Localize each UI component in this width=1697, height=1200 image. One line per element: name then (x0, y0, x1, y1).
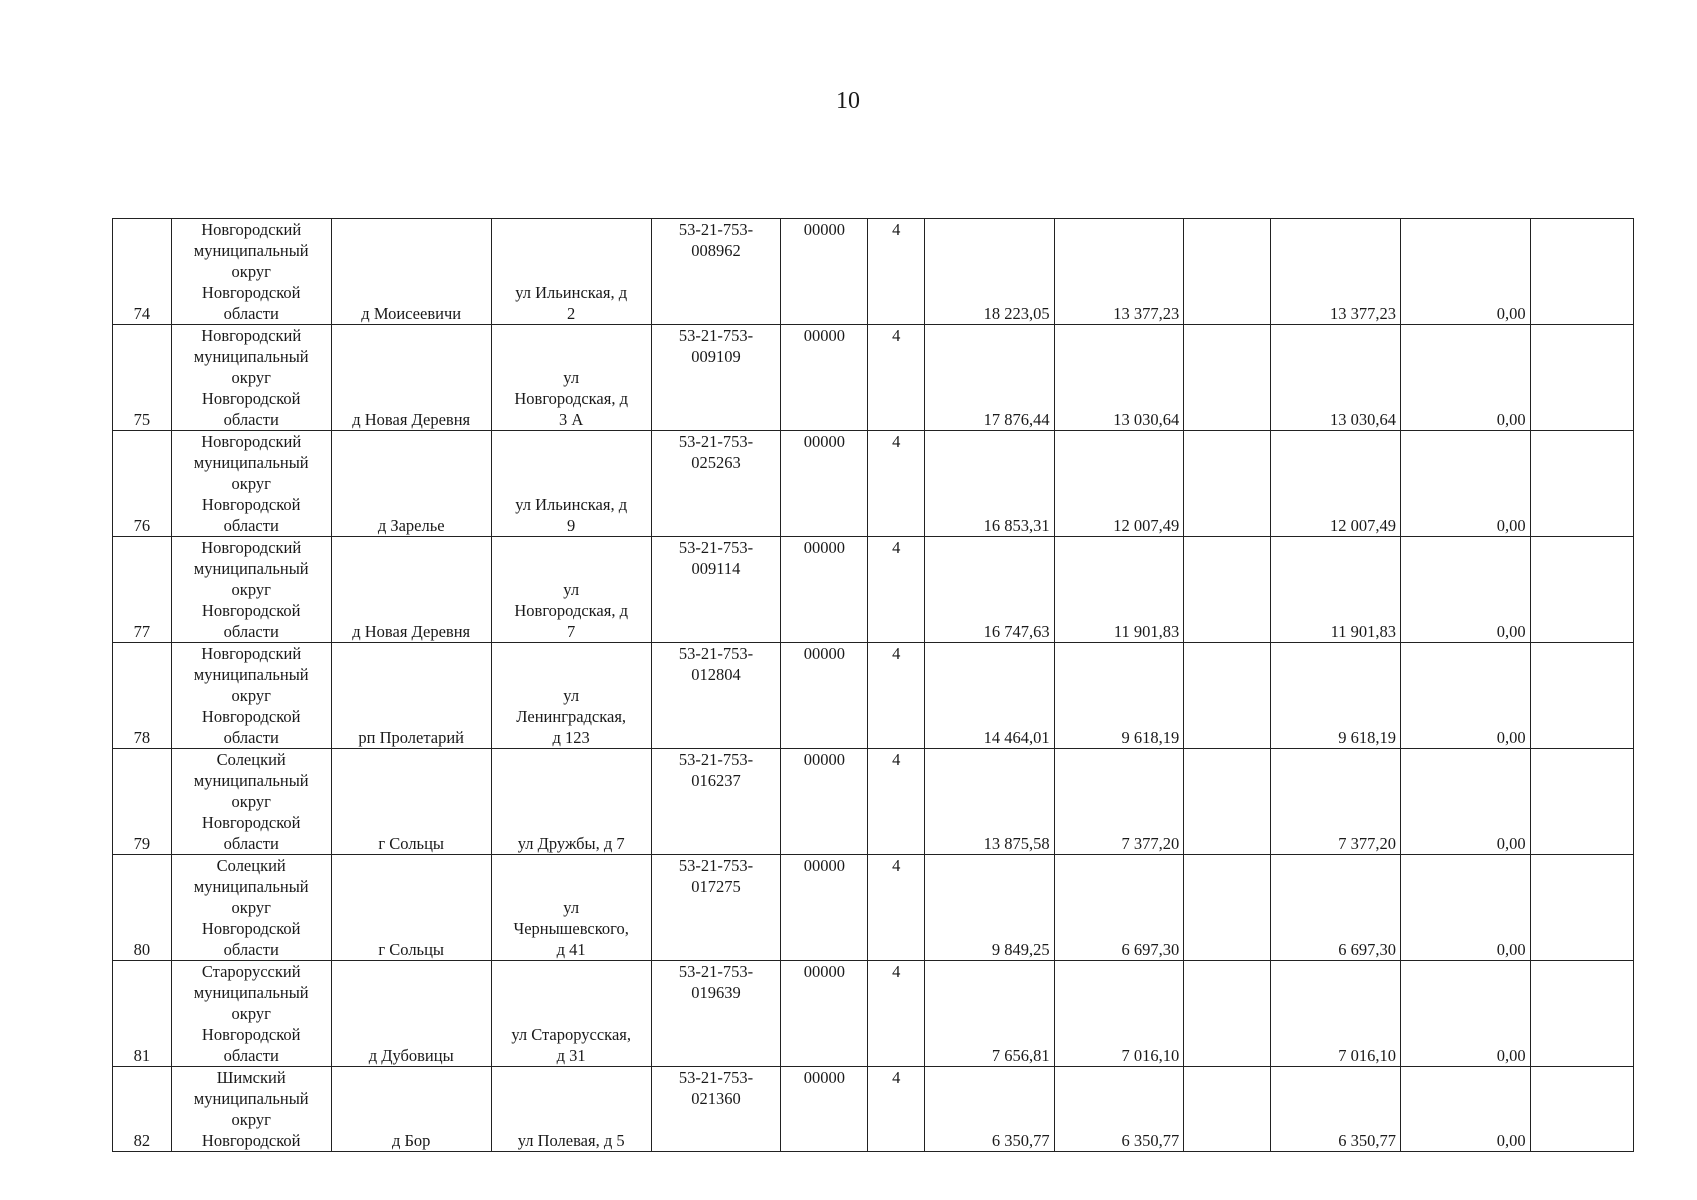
amount-4: 0,00 (1496, 1046, 1526, 1065)
row-number-cell (113, 749, 172, 855)
total-amount: 18 223,05 (983, 304, 1050, 323)
amount1-cell (1054, 537, 1184, 643)
code2-cell (781, 855, 868, 961)
table-row (113, 219, 1634, 325)
code-cell (651, 1067, 781, 1152)
extra-cell (1530, 431, 1633, 537)
street-address: ул Ленинградская, д 123 (516, 686, 627, 747)
object-code: 53-21-753- 017275 (678, 856, 754, 896)
street-address: ул Полевая, д 5 (517, 1131, 625, 1150)
amount1-cell (1054, 855, 1184, 961)
amount4-cell (1400, 643, 1530, 749)
amount-4: 0,00 (1496, 516, 1526, 535)
amount3-cell (1271, 431, 1401, 537)
settlement-name: рп Пролетарий (358, 728, 464, 747)
street-address: ул Новгородская, д 7 (514, 580, 628, 641)
object-code: 53-21-753- 019639 (678, 962, 754, 1002)
amount3-cell (1271, 537, 1401, 643)
secondary-code: 00000 (803, 750, 845, 769)
district-name: Солецкий муниципальный округ Новгородской области (193, 750, 309, 853)
street-address: ул Дружбы, д 7 (517, 834, 625, 853)
class-value: 4 (892, 644, 901, 663)
object-code: 53-21-753- 012804 (678, 644, 754, 684)
street-cell (491, 643, 651, 749)
district-cell (171, 431, 331, 537)
amount1-cell (1054, 749, 1184, 855)
amount2-cell (1184, 749, 1271, 855)
amount-1: 6 350,77 (1121, 1131, 1180, 1150)
class-cell (868, 1067, 925, 1152)
amount-1: 12 007,49 (1113, 516, 1180, 535)
settlement-cell (331, 219, 491, 325)
settlement-name: г Сольцы (378, 940, 444, 959)
row-number: 81 (133, 1046, 151, 1065)
code-cell (651, 325, 781, 431)
settlement-cell (331, 961, 491, 1067)
amount-4: 0,00 (1496, 410, 1526, 429)
amount2-cell (1184, 325, 1271, 431)
street-cell (491, 1067, 651, 1152)
amount2-cell (1184, 219, 1271, 325)
object-code: 53-21-753- 009109 (678, 326, 754, 366)
amount-4: 0,00 (1496, 1131, 1526, 1150)
row-number: 82 (133, 1131, 151, 1150)
amount4-cell (1400, 325, 1530, 431)
amount-4: 0,00 (1496, 834, 1526, 853)
amount-3: 12 007,49 (1329, 516, 1396, 535)
amount-1: 7 016,10 (1121, 1046, 1180, 1065)
row-number: 75 (133, 410, 151, 429)
row-number-cell (113, 855, 172, 961)
amount2-cell (1184, 1067, 1271, 1152)
district-cell (171, 855, 331, 961)
code2-cell (781, 961, 868, 1067)
total-amount: 9 849,25 (991, 940, 1050, 959)
amount-1: 13 030,64 (1113, 410, 1180, 429)
settlement-name: д Бор (391, 1131, 431, 1150)
code2-cell (781, 537, 868, 643)
code2-cell (781, 643, 868, 749)
row-number: 77 (133, 622, 151, 641)
amount3-cell (1271, 1067, 1401, 1152)
street-cell (491, 855, 651, 961)
amount-4: 0,00 (1496, 622, 1526, 641)
row-number-cell (113, 537, 172, 643)
total-amount: 16 853,31 (983, 516, 1050, 535)
amount4-cell (1400, 431, 1530, 537)
amount4-cell (1400, 219, 1530, 325)
amount1-cell (1054, 219, 1184, 325)
total-cell (925, 961, 1055, 1067)
total-cell (925, 643, 1055, 749)
settlement-name: д Моисеевичи (361, 304, 462, 323)
settlement-name: д Зарелье (377, 516, 445, 535)
amount2-cell (1184, 855, 1271, 961)
street-cell (491, 325, 651, 431)
street-cell (491, 749, 651, 855)
district-name: Новгородский муниципальный округ Новгородской области (193, 538, 309, 641)
total-cell (925, 325, 1055, 431)
object-code: 53-21-753- 016237 (678, 750, 754, 790)
settlement-cell (331, 1067, 491, 1152)
district-name: Новгородский муниципальный округ Новгородской области (193, 644, 309, 747)
amount3-cell (1271, 325, 1401, 431)
settlement-cell (331, 855, 491, 961)
amount1-cell (1054, 1067, 1184, 1152)
class-value: 4 (892, 1068, 901, 1087)
secondary-code: 00000 (803, 962, 845, 981)
class-value: 4 (892, 962, 901, 981)
amount-3: 7 377,20 (1338, 834, 1396, 853)
class-cell (868, 325, 925, 431)
amount3-cell (1271, 855, 1401, 961)
class-cell (868, 749, 925, 855)
amount-4: 0,00 (1496, 728, 1526, 747)
total-cell (925, 855, 1055, 961)
amount-1: 13 377,23 (1113, 304, 1180, 323)
table-row (113, 749, 1634, 855)
street-address: ул Ильинская, д 2 (515, 283, 628, 323)
row-number: 79 (133, 834, 151, 853)
amount-4: 0,00 (1496, 940, 1526, 959)
row-number: 78 (133, 728, 151, 747)
row-number-cell (113, 961, 172, 1067)
total-amount: 14 464,01 (983, 728, 1050, 747)
row-number: 74 (133, 304, 151, 323)
code-cell (651, 961, 781, 1067)
amount-1: 7 377,20 (1121, 834, 1180, 853)
class-value: 4 (892, 220, 901, 239)
district-name: Солецкий муниципальный округ Новгородской области (193, 856, 309, 959)
amount4-cell (1400, 1067, 1530, 1152)
extra-cell (1530, 643, 1633, 749)
district-name: Шимский муниципальный округ Новгородской (193, 1068, 309, 1150)
district-cell (171, 325, 331, 431)
object-code: 53-21-753- 021360 (678, 1068, 754, 1108)
amount1-cell (1054, 643, 1184, 749)
code-cell (651, 855, 781, 961)
table-row (113, 855, 1634, 961)
code-cell (651, 537, 781, 643)
amount-3: 13 030,64 (1329, 410, 1396, 429)
table-row (113, 325, 1634, 431)
settlement-cell (331, 643, 491, 749)
amount4-cell (1400, 749, 1530, 855)
table-row (113, 643, 1634, 749)
total-cell (925, 537, 1055, 643)
amount1-cell (1054, 961, 1184, 1067)
secondary-code: 00000 (803, 538, 845, 557)
code2-cell (781, 431, 868, 537)
total-cell (925, 219, 1055, 325)
class-cell (868, 855, 925, 961)
class-cell (868, 643, 925, 749)
district-name: Старорусский муниципальный округ Новгородской области (193, 962, 309, 1065)
amount-3: 6 350,77 (1338, 1131, 1396, 1150)
district-name: Новгородский муниципальный округ Новгородской области (193, 220, 309, 323)
amount4-cell (1400, 961, 1530, 1067)
amount2-cell (1184, 537, 1271, 643)
district-cell (171, 749, 331, 855)
settlement-name: г Сольцы (378, 834, 444, 853)
district-name: Новгородский муниципальный округ Новгородской области (193, 326, 309, 429)
district-cell (171, 219, 331, 325)
amount1-cell (1054, 325, 1184, 431)
amount-3: 13 377,23 (1329, 304, 1396, 323)
amount4-cell (1400, 855, 1530, 961)
table-row (113, 431, 1634, 537)
class-value: 4 (892, 432, 901, 451)
district-cell (171, 961, 331, 1067)
total-amount: 7 656,81 (991, 1046, 1050, 1065)
register-table (112, 218, 1634, 1152)
amount-1: 11 901,83 (1113, 622, 1180, 641)
district-name: Новгородский муниципальный округ Новгородской области (193, 432, 309, 535)
secondary-code: 00000 (803, 644, 845, 663)
settlement-name: д Новая Деревня (352, 622, 471, 641)
amount-4: 0,00 (1496, 304, 1526, 323)
amount3-cell (1271, 749, 1401, 855)
code-cell (651, 219, 781, 325)
amount-3: 6 697,30 (1338, 940, 1396, 959)
class-value: 4 (892, 538, 901, 557)
amount-3: 11 901,83 (1330, 622, 1396, 641)
amount4-cell (1400, 537, 1530, 643)
amount3-cell (1271, 643, 1401, 749)
total-amount: 6 350,77 (991, 1131, 1050, 1150)
class-cell (868, 219, 925, 325)
code2-cell (781, 219, 868, 325)
amount2-cell (1184, 961, 1271, 1067)
district-cell (171, 1067, 331, 1152)
street-cell (491, 219, 651, 325)
amount1-cell (1054, 431, 1184, 537)
settlement-name: д Новая Деревня (352, 410, 471, 429)
table-row (113, 537, 1634, 643)
amount2-cell (1184, 643, 1271, 749)
code2-cell (781, 1067, 868, 1152)
row-number: 76 (133, 516, 151, 535)
row-number-cell (113, 431, 172, 537)
table-row (113, 961, 1634, 1067)
code2-cell (781, 325, 868, 431)
row-number-cell (113, 643, 172, 749)
settlement-cell (331, 431, 491, 537)
class-value: 4 (892, 750, 901, 769)
street-cell (491, 431, 651, 537)
total-cell (925, 1067, 1055, 1152)
amount2-cell (1184, 431, 1271, 537)
extra-cell (1530, 537, 1633, 643)
street-cell (491, 961, 651, 1067)
extra-cell (1530, 855, 1633, 961)
secondary-code: 00000 (803, 1068, 845, 1087)
total-amount: 17 876,44 (983, 410, 1050, 429)
amount-1: 9 618,19 (1121, 728, 1180, 747)
amount-3: 7 016,10 (1338, 1046, 1396, 1065)
code2-cell (781, 749, 868, 855)
settlement-cell (331, 325, 491, 431)
total-amount: 16 747,63 (983, 622, 1050, 641)
total-cell (925, 431, 1055, 537)
extra-cell (1530, 961, 1633, 1067)
amount-3: 9 618,19 (1338, 728, 1396, 747)
amount3-cell (1271, 219, 1401, 325)
code-cell (651, 643, 781, 749)
class-value: 4 (892, 326, 901, 345)
district-cell (171, 643, 331, 749)
table-row (113, 1067, 1634, 1152)
secondary-code: 00000 (803, 220, 845, 239)
settlement-cell (331, 749, 491, 855)
code-cell (651, 749, 781, 855)
extra-cell (1530, 219, 1633, 325)
amount3-cell (1271, 961, 1401, 1067)
row-number-cell (113, 219, 172, 325)
street-cell (491, 537, 651, 643)
object-code: 53-21-753- 008962 (678, 220, 754, 260)
page-number: 10 (836, 88, 860, 114)
row-number: 80 (133, 940, 151, 959)
street-address: ул Ильинская, д 9 (515, 495, 628, 535)
street-address: ул Чернышевского, д 41 (513, 898, 629, 959)
street-address: ул Новгородская, д 3 А (514, 368, 628, 429)
total-amount: 13 875,58 (983, 834, 1050, 853)
code-cell (651, 431, 781, 537)
extra-cell (1530, 325, 1633, 431)
settlement-name: д Дубовицы (368, 1046, 454, 1065)
object-code: 53-21-753- 009114 (678, 538, 754, 578)
class-cell (868, 537, 925, 643)
amount-1: 6 697,30 (1121, 940, 1180, 959)
class-cell (868, 961, 925, 1067)
secondary-code: 00000 (803, 326, 845, 345)
class-value: 4 (892, 856, 901, 875)
secondary-code: 00000 (803, 856, 845, 875)
row-number-cell (113, 325, 172, 431)
class-cell (868, 431, 925, 537)
extra-cell (1530, 1067, 1633, 1152)
street-address: ул Старорусская, д 31 (511, 1025, 631, 1065)
object-code: 53-21-753- 025263 (678, 432, 754, 472)
district-cell (171, 537, 331, 643)
secondary-code: 00000 (803, 432, 845, 451)
row-number-cell (113, 1067, 172, 1152)
settlement-cell (331, 537, 491, 643)
total-cell (925, 749, 1055, 855)
extra-cell (1530, 749, 1633, 855)
